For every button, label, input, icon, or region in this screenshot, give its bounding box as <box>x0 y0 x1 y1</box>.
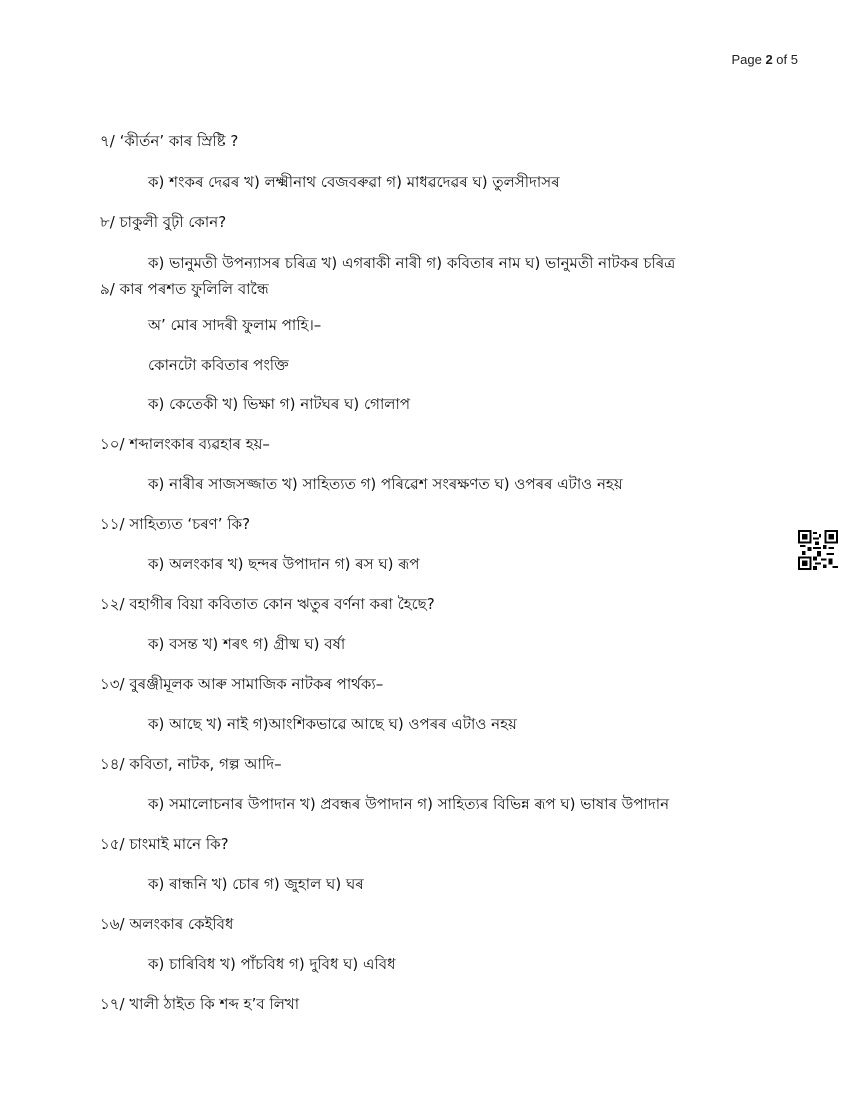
question-11-options: ক) অলংকাৰ খ) ছন্দৰ উপাদান গ) ৰস ঘ) ৰূপ <box>148 555 420 573</box>
question-17: ১৭/ খালী ঠাইত কি শব্দ হ’ব লিখা <box>100 995 300 1013</box>
question-7: ৭/ ‘কীৰ্তন’ কাৰ স্ৰিষ্টি ? <box>100 132 239 150</box>
question-7-options: ক) শংকৰ দেৱৰ খ) লক্ষ্মীনাথ বেজবৰুৱা গ) মাধৱদেৱৰ ঘ) তুলসীদাসৰ <box>148 173 560 191</box>
question-13-options: ক) আছে খ) নাই গ)আংশিকভাৱে আছে ঘ) ওপৰৰ এটাও নহয় <box>148 715 517 733</box>
question-11: ১১/ সাহিত্যত ‘চৰণ’ কি? <box>100 515 251 533</box>
question-15: ১৫/ চাংমাই মানে কি? <box>100 835 229 853</box>
question-16-options: ক) চাৰিবিধ খ) পাঁচবিধ গ) দুবিধ ঘ) এবিধ <box>148 955 396 973</box>
qr-code-icon <box>798 530 838 570</box>
question-9: ৯/ কাৰ পৰশত ফুলিলি বান্ধৈ <box>100 280 269 298</box>
question-8: ৮/ চাকুলী বুঢ়ী কোন? <box>100 213 227 231</box>
question-14: ১৪/ কবিতা, নাটক, গল্প আদি– <box>100 755 282 773</box>
question-14-options: ক) সমালোচনাৰ উপাদান খ) প্ৰবন্ধৰ উপাদান গ) সাহিত্যৰ বিভিন্ন ৰূপ ঘ) ভাষাৰ উপাদান <box>148 795 670 813</box>
question-9-prompt: কোনটো কবিতাৰ পংক্তি <box>148 356 289 374</box>
question-9-options: ক) কেতেকী খ) ভিক্ষা গ) নাটঘৰ ঘ) গোলাপ <box>148 395 411 413</box>
question-12-options: ক) বসন্ত খ) শৰৎ গ) গ্ৰীষ্ম ঘ) বৰ্ষা <box>148 635 346 653</box>
question-15-options: ক) ৰান্ধনি খ) চোৰ গ) জুহাল ঘ) ঘৰ <box>148 875 364 893</box>
page-number: Page 2 of 5 <box>731 52 798 67</box>
question-13: ১৩/ বুৰঞ্জীমূলক আৰু সামাজিক নাটকৰ পাৰ্থক্য– <box>100 675 384 693</box>
question-10-options: ক) নাৰীৰ সাজসজ্জাত খ) সাহিত্যত গ) পৰিৱেশ সংৰক্ষণত ঘ) ওপৰৰ এটাও নহয় <box>148 475 623 493</box>
question-16: ১৬/ অলংকাৰ কেইবিধ <box>100 915 234 933</box>
question-9-quote: অ’ মোৰ সাদৰী ফুলাম পাহি।– <box>148 316 322 334</box>
question-12: ১২/ বহাগীৰ বিয়া কবিতাত কোন ঋতুৰ বৰ্ণনা কৰা হৈছে? <box>100 595 435 613</box>
question-8-options: ক) ভানুমতী উপন্যাসৰ চৰিত্ৰ খ) এগৰাকী নাৰী গ) কবিতাৰ নাম ঘ) ভানুমতী নাটকৰ চৰিত্ৰ <box>148 254 676 272</box>
question-10: ১০/ শব্দালংকাৰ ব্যৱহাৰ হয়– <box>100 435 270 453</box>
